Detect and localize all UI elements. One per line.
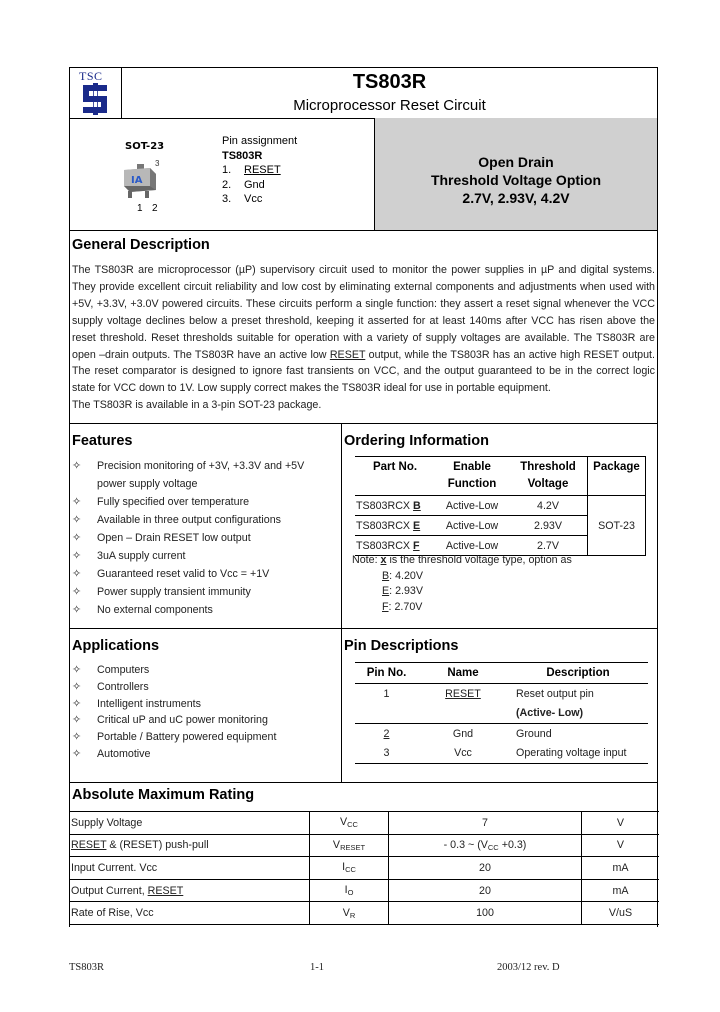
column-header: Pin No. (355, 663, 418, 684)
diamond-star-icon: ✧ (72, 532, 82, 544)
diamond-star-icon: ✧ (72, 714, 82, 727)
column-header: Package (588, 457, 646, 496)
svg-text:3: 3 (155, 159, 160, 168)
section-heading: Absolute Maximum Rating (72, 787, 255, 803)
table-row: 2 Gnd Ground (383, 727, 552, 740)
table-row: Rate of Rise, Vcc $V_R$ 100 V/uS (70, 902, 659, 925)
diamond-star-icon: ✧ (72, 496, 82, 508)
table-row: 3 Vcc Operating voltage input (355, 744, 648, 764)
table-row: RESET & (RESET) push-pull $V_{RESET}$ - 0.3 ~ $(V_{CC} +0.3)$ V (70, 834, 659, 857)
footer-page-number: 1-1 (310, 962, 324, 973)
svg-text:IA: IA (131, 175, 143, 186)
applications-section (69, 628, 342, 783)
features-section (69, 423, 342, 629)
table-row: TS803RCX B Active-Low 4.2V SOT-23 (355, 496, 646, 516)
ordering-information-section (341, 423, 658, 629)
list-item: ✧ Power supply transient immunity (72, 583, 322, 601)
list-item: ✧ Critical uP and uC power monitoring (72, 712, 276, 729)
pin-descriptions-section (341, 628, 658, 783)
section-heading: General Description (72, 237, 210, 253)
table-row: (Active- Low) (355, 704, 648, 724)
list-item: ✧ Available in three output configurations (72, 511, 322, 529)
option-line-2: Threshold Voltage Option (430, 172, 602, 188)
datasheet-header (69, 67, 658, 119)
diamond-star-icon: ✧ (72, 460, 82, 472)
list-item: ✧ Open – Drain RESET low output (72, 529, 322, 547)
table-row: 1 RESET Reset output pin (383, 687, 594, 700)
column-header: Name (418, 663, 508, 684)
diamond-star-icon: ✧ (72, 550, 82, 562)
table-header-row (355, 457, 646, 496)
table-header-row (355, 663, 648, 684)
tsc-logo (70, 68, 122, 118)
general-description-section (69, 230, 658, 424)
package-section (69, 118, 658, 231)
page-subtitle: Microprocessor Reset Circuit (293, 97, 486, 114)
diamond-star-icon: ✧ (72, 747, 82, 760)
list-item: ✧ Controllers (72, 679, 276, 696)
list-item: ✧ Precision monitoring of +3V, +3.3V and +5V power supply voltage (72, 457, 322, 493)
pin-assignment-item: 3. Vcc (222, 193, 263, 205)
column-header: Threshold Voltage (520, 461, 576, 490)
table-row: Output Current, RESET $I_O$ 20 mA (70, 879, 659, 902)
ordering-note: Note: x is the threshold voltage type, option as B: 4.20V E: 2.93V F: 2.70V (352, 553, 572, 615)
diamond-star-icon: ✧ (72, 604, 82, 616)
list-item: ✧ No external components (72, 601, 322, 619)
features-list (72, 457, 322, 619)
option-line-3: 2.7V, 2.93V, 4.2V (462, 190, 570, 206)
diamond-star-icon: ✧ (72, 568, 82, 580)
column-header: Description (508, 663, 648, 684)
diamond-star-icon: ✧ (72, 680, 82, 693)
pin-label-1: 1 (137, 203, 143, 214)
logo-text: TSC (79, 69, 103, 83)
pin-assignment-list (222, 134, 297, 207)
pin-assignment-item: 1. RESET (222, 164, 281, 176)
option-item: F: 2.70V (382, 600, 423, 613)
column-header: Enable Function (447, 461, 497, 490)
pin-descriptions-table (355, 662, 648, 764)
table-row: TS803RCX E Active-Low 2.93V (355, 516, 646, 536)
list-item: ✧ Computers (72, 662, 276, 679)
diamond-star-icon: ✧ (72, 514, 82, 526)
section-heading: Ordering Information (344, 433, 489, 449)
pin-assignment-title: Pin assignment (222, 135, 298, 147)
threshold-option-box (375, 118, 657, 230)
pin-assignment-item: 2. Gnd (222, 178, 265, 191)
option-item: B: 4.20V (382, 569, 424, 582)
package-cell: SOT-23 (588, 496, 646, 556)
ordering-table (355, 456, 646, 556)
table-row: TS803RCX F Active-Low 2.7V (355, 536, 646, 556)
column-header: Part No. (372, 461, 418, 473)
section-heading: Applications (72, 638, 160, 654)
list-item: ✧ Portable / Battery powered equipment (72, 729, 276, 746)
diamond-star-icon: ✧ (72, 664, 82, 676)
list-item: ✧ Intelligent instruments (72, 696, 276, 713)
section-heading: Features (72, 433, 133, 449)
diamond-star-icon: ✧ (72, 731, 82, 744)
diamond-star-icon: ✧ (72, 586, 82, 598)
absolute-maximum-rating-table (70, 811, 659, 925)
general-description-text: The TS803R are microprocessor (µP) supervisory circuit used to monitor the power supplies in µP and digital systems. They provide excellent circuit reliability and low cost by eliminating external components and adjustments when used with +5V, +3.3V, +3.0V powered circuits. These circuits perform a single function: they assert a reset signal whenever the VCC supply voltage declines below a preset threshold, keeping it asserted for at least 140ms after VCC has risen above the reset threshold. Reset thresholds suitable for operation with a variety of supply voltages are available. The TS803R are open –drain outputs. The TS803R have an active low RESET output, while the TS803R has an active high RESET output. The reset comparator is designed to ignore fast transients on VCC, and the output guaranteed to be in the correct logic state for VCC down to 1V. Low supply correct makes the TS803R ideal for use in portable equipment. The TS803R is available in a 3-pin SOT-23 package. (72, 264, 655, 412)
footer-part-number: TS803R (69, 962, 105, 973)
option-line-1: Open Drain (478, 154, 554, 170)
tsc-logo-icon (79, 83, 111, 115)
option-item: E: 2.93V (382, 585, 424, 597)
list-item: ✧ Guaranteed reset valid to Vcc = +1V (72, 565, 322, 583)
list-item: ✧ 3uA supply current (72, 547, 322, 565)
footer-revision: 2003/12 rev. D (497, 962, 560, 973)
section-heading: Pin Descriptions (344, 638, 459, 654)
package-label: SOT-23 (125, 141, 165, 152)
table-row: Input Current. Vcc $I_{CC}$ 20 mA (70, 857, 659, 880)
list-item: ✧ Automotive (72, 746, 276, 763)
pin-assignment-panel (70, 118, 375, 230)
absolute-maximum-rating-section (69, 782, 658, 927)
pin-label-2: 2 (152, 203, 158, 214)
applications-list (72, 662, 276, 763)
page-title: TS803R (352, 71, 427, 93)
table-row: Supply Voltage $V_{CC}$ 7 V (70, 812, 659, 835)
pin-assignment-part: TS803R (222, 149, 263, 162)
diamond-star-icon: ✧ (72, 697, 82, 710)
list-item: ✧ Fully specified over temperature (72, 493, 322, 511)
